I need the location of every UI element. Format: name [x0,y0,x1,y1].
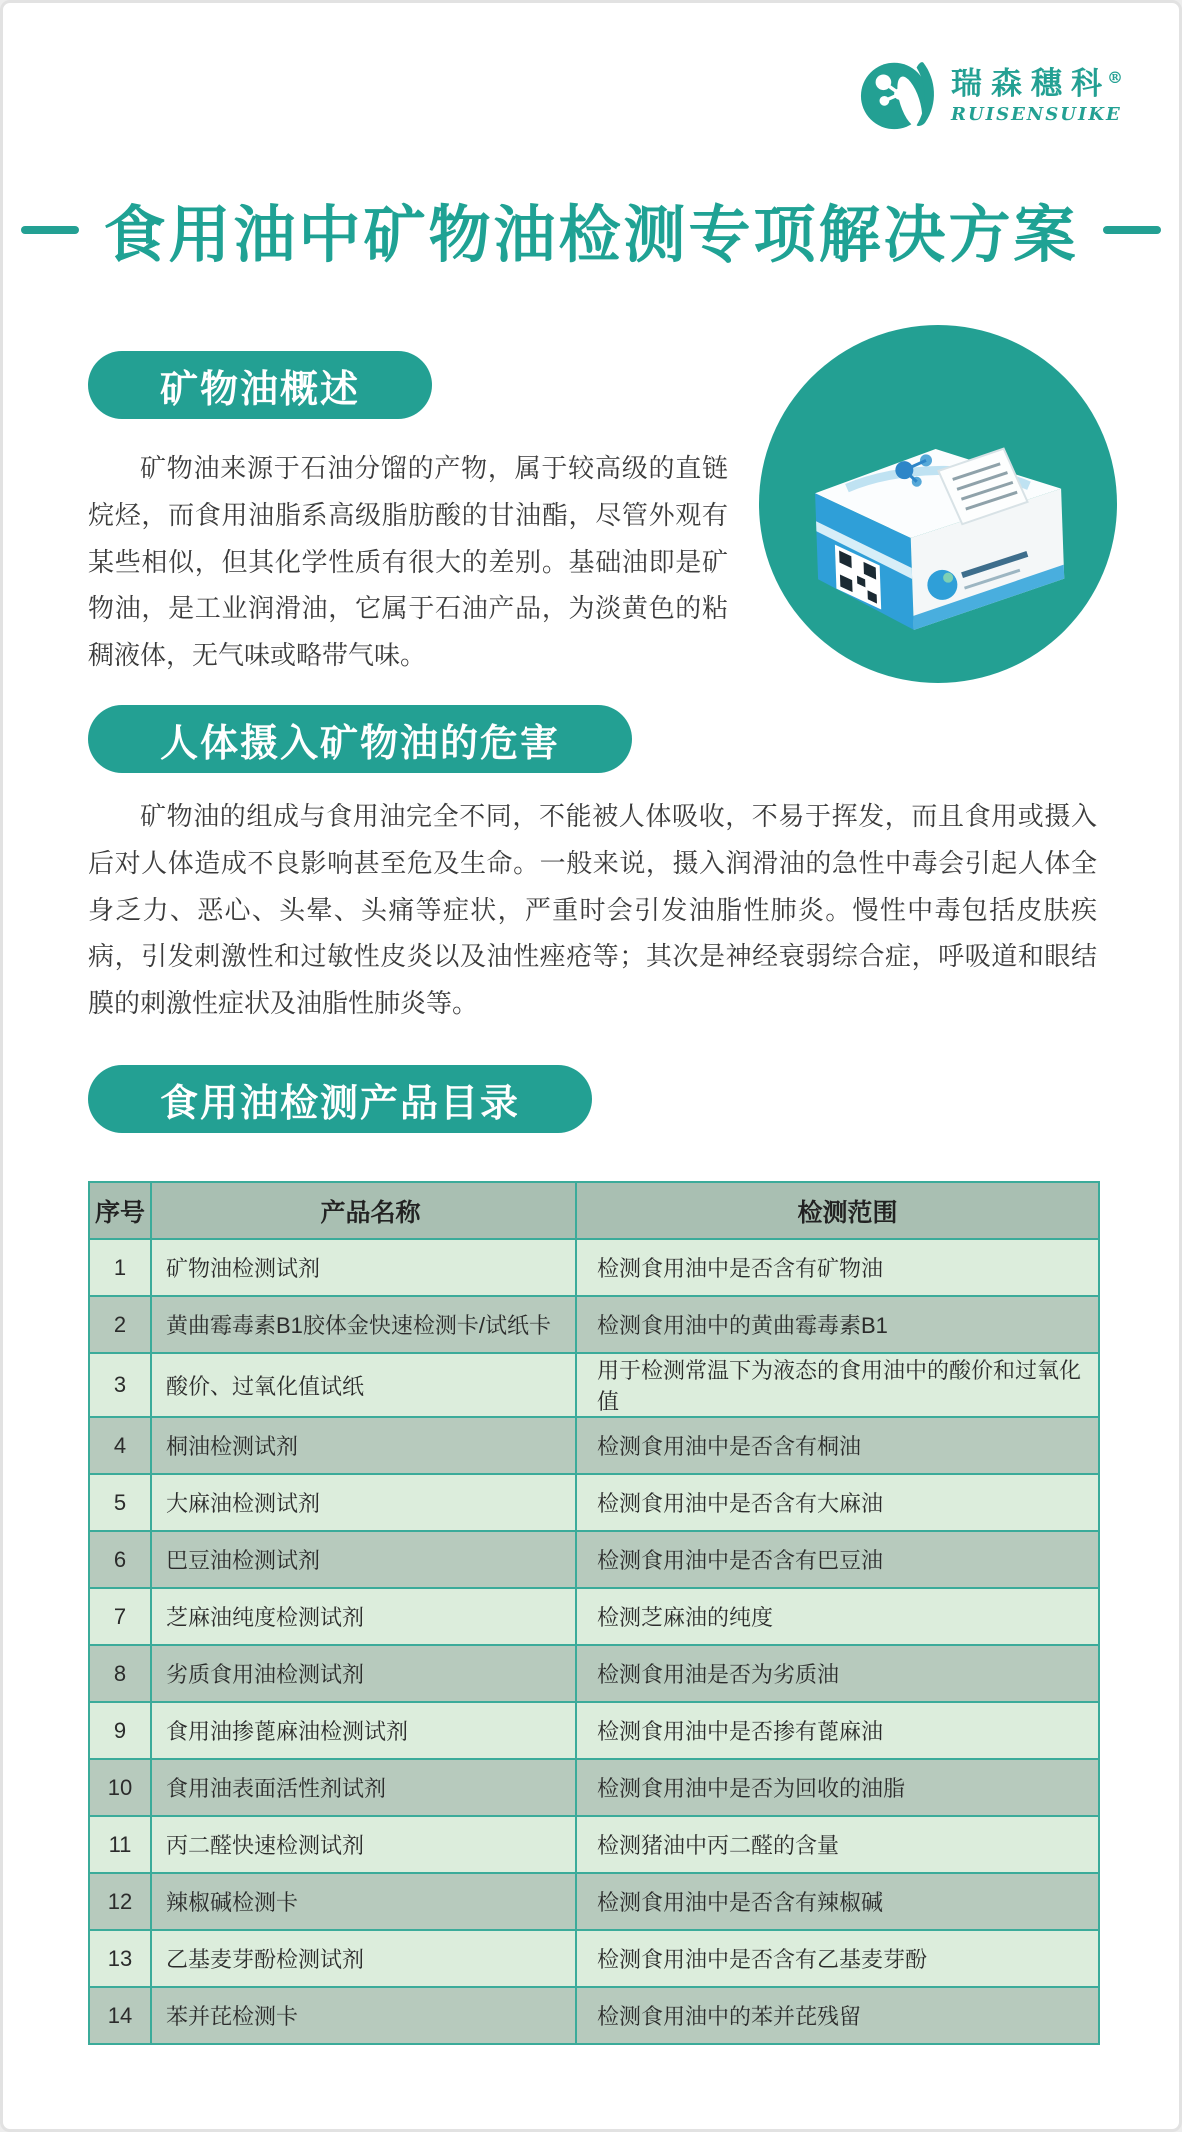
header-index: 序号 [89,1182,151,1239]
row-index: 11 [89,1816,151,1873]
row-index: 12 [89,1873,151,1930]
product-name-cell: 食用油掺蓖麻油检测试剂 [151,1702,576,1759]
row-index: 10 [89,1759,151,1816]
product-name-cell: 芝麻油纯度检测试剂 [151,1588,576,1645]
product-name-cell: 巴豆油检测试剂 [151,1531,576,1588]
detection-range-cell: 检测食用油中是否掺有蓖麻油 [576,1702,1099,1759]
section-heading-catalog: 食用油检测产品目录 [88,1065,592,1133]
section-heading-overview: 矿物油概述 [88,351,432,419]
detection-range-cell: 检测食用油中是否含有桐油 [576,1417,1099,1474]
detection-range-cell: 检测食用油中是否含有矿物油 [576,1239,1099,1296]
row-index: 3 [89,1353,151,1417]
row-index: 5 [89,1474,151,1531]
detection-range-cell: 检测食用油中是否含有大麻油 [576,1474,1099,1531]
table-row [89,1702,1099,1759]
section-catalog [88,1065,1100,2045]
product-name-cell: 酸价、过氧化值试纸 [151,1353,576,1417]
product-name-cell: 桐油检测试剂 [151,1417,576,1474]
brand-name-cn: 瑞森穗科® [951,66,1123,102]
table-row [89,1930,1099,1987]
row-index: 9 [89,1702,151,1759]
header-product-name: 产品名称 [151,1182,576,1239]
row-index: 2 [89,1296,151,1353]
title-dash-left [21,226,79,234]
product-name-cell: 矿物油检测试剂 [151,1239,576,1296]
test-kit-box-illustration [784,392,1092,642]
header-detection-range: 检测范围 [576,1182,1099,1239]
brand-name [951,66,1123,125]
detection-range-cell: 检测芝麻油的纯度 [576,1588,1099,1645]
row-index: 1 [89,1239,151,1296]
table-row [89,1353,1099,1417]
table-row [89,1645,1099,1702]
table-row [89,1417,1099,1474]
detection-range-cell: 检测猪油中丙二醛的含量 [576,1816,1099,1873]
detection-range-cell: 检测食用油中的黄曲霉毒素B1 [576,1296,1099,1353]
page-title-row [3,185,1179,274]
product-table-body [89,1239,1099,2044]
row-index: 7 [89,1588,151,1645]
brand-name-en: RUISENSUIKE [951,104,1122,125]
product-name-cell: 劣质食用油检测试剂 [151,1645,576,1702]
title-dash-right [1103,226,1161,234]
product-name-cell: 食用油表面活性剂试剂 [151,1759,576,1816]
harm-paragraph: 矿物油的组成与食用油完全不同，不能被人体吸收，不易于挥发，而且食用或摄入后对人体造成不良影响甚至危及生命。一般来说，摄入润滑油的急性中毒会引起人体全身乏力、恶心、头晕、头痛等症状，严重时会引发油脂性肺炎。慢性中毒包括皮肤疾病，引发刺激性和过敏性皮炎以及油性痤疮等；其次是神经衰弱综合症，呼吸道和眼结膜的刺激性症状及油脂性肺炎等。 [88,801,1097,1019]
row-index: 6 [89,1531,151,1588]
table-row [89,1531,1099,1588]
row-index: 8 [89,1645,151,1702]
detection-range-cell: 检测食用油是否为劣质油 [576,1645,1099,1702]
product-name-cell: 黄曲霉毒素B1胶体金快速检测卡/试纸卡 [151,1296,576,1353]
detection-range-cell: 检测食用油中是否含有巴豆油 [576,1531,1099,1588]
detection-range-cell: 检测食用油中是否含有辣椒碱 [576,1873,1099,1930]
section-heading-harm: 人体摄入矿物油的危害 [88,705,632,773]
row-index: 13 [89,1930,151,1987]
row-index: 4 [89,1417,151,1474]
section-harm [88,705,1097,1053]
table-row [89,1987,1099,2044]
table-row [89,1588,1099,1645]
detection-range-cell: 用于检测常温下为液态的食用油中的酸价和过氧化值 [576,1353,1099,1417]
product-name-cell: 大麻油检测试剂 [151,1474,576,1531]
table-row [89,1873,1099,1930]
product-name-cell: 苯并芘检测卡 [151,1987,576,2044]
overview-paragraph: 矿物油来源于石油分馏的产物，属于较高级的直链烷烃，而食用油脂系高级脂肪酸的甘油酯，尽管外观有某些相似，但其化学性质有很大的差别。基础油即是矿物油，是工业润滑油，它属于石油产品，为淡黄色的粘稠液体，无气味或略带气味。 [88,453,728,671]
table-row [89,1759,1099,1816]
registered-mark: ® [1107,67,1123,87]
product-table-head [89,1182,1099,1239]
product-name-cell: 丙二醛快速检测试剂 [151,1816,576,1873]
product-name-cell: 辣椒碱检测卡 [151,1873,576,1930]
product-table [88,1181,1100,2045]
section-overview [88,351,1121,705]
table-row [89,1239,1099,1296]
table-row [89,1816,1099,1873]
detection-range-cell: 检测食用油中是否含有乙基麦芽酚 [576,1930,1099,1987]
brand-logo [859,53,1123,140]
detection-range-cell: 检测食用油中是否为回收的油脂 [576,1759,1099,1816]
product-name-cell: 乙基麦芽酚检测试剂 [151,1930,576,1987]
product-photo-circle [759,325,1117,683]
header-row [89,1182,1099,1239]
detection-range-cell: 检测食用油中的苯并芘残留 [576,1987,1099,2044]
row-index: 14 [89,1987,151,2044]
brand-molecule-icon [859,53,941,140]
table-row [89,1474,1099,1531]
table-row [89,1296,1099,1353]
page-title: 食用油中矿物油检测专项解决方案 [103,201,1079,270]
